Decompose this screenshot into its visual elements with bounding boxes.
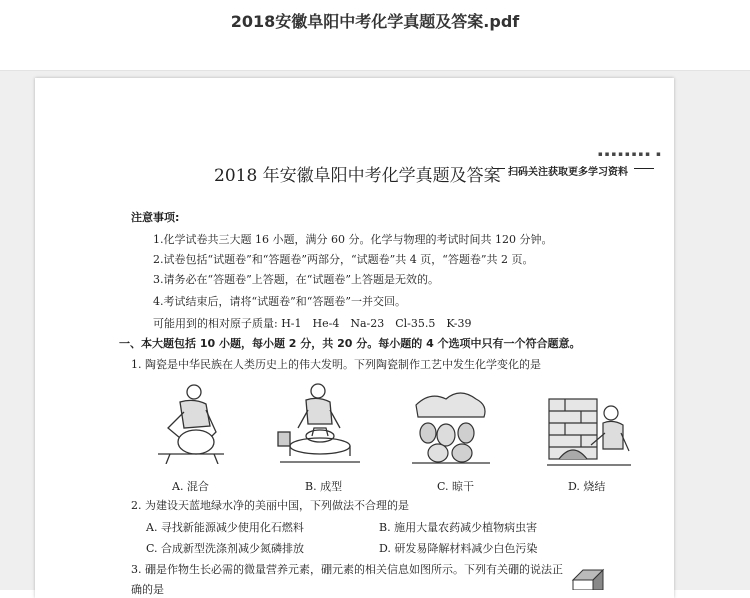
- section-heading: 一、本大题包括 10 小题，每小题 2 分，共 20 分。每小题的 4 个选项中只有一个符合题意。: [119, 337, 581, 350]
- question-3: 3. 硼是作物生长必需的微量营养元素，硼元素的相关信息如图所示。下列有关硼的说法正: [131, 563, 563, 576]
- pottery-forming-illustration: [276, 382, 362, 466]
- notice-item: 2.试卷包括“试题卷”和“答题卷”两部分，“试题卷”共 4 页，“答题卷”共 2 页。: [153, 253, 534, 266]
- q1-option-d: D. 烧结: [568, 480, 606, 493]
- q1-option-a: A. 混合: [172, 480, 209, 493]
- question-2: 2. 为建设天蓝地绿水净的美丽中国，下列做法不合理的是: [131, 499, 409, 512]
- watermark-text: 扫码关注获取更多学习资料: [508, 167, 628, 178]
- q2-option-d: D. 研发易降解材料减少白色污染: [379, 542, 538, 555]
- notice-item: 1.化学试卷共三大题 16 小题，满分 60 分。化学与物理的考试时间共 120 分钟。: [153, 233, 553, 246]
- q2-option-a: A. 寻找新能源减少使用化石燃料: [146, 521, 304, 534]
- q2-option-b: B. 施用大量农药减少植物病虫害: [379, 521, 538, 534]
- notice-item: 4.考试结束后，请将“试题卷”和“答题卷”一并交回。: [153, 295, 406, 308]
- q1-option-c: C. 晾干: [437, 480, 475, 493]
- watermark-rule-right: [634, 168, 654, 169]
- atomic-masses: 可能用到的相对原子质量: H-1 He-4 Na-23 Cl-35.5 K-39: [153, 317, 472, 330]
- viewer-header: [0, 0, 750, 71]
- q2-option-c: C. 合成新型洗涤剂减少氮磷排放: [146, 542, 305, 555]
- pottery-firing-illustration: [545, 389, 633, 471]
- page-title: 2018 年安徽阜阳中考化学真题及答案: [214, 166, 501, 186]
- notice-item: 3.请务必在“答题卷”上答题，在“试题卷”上答题是无效的。: [153, 273, 439, 286]
- file-title: 2018安徽阜阳中考化学真题及答案.pdf: [230, 12, 520, 31]
- pottery-drying-illustration: [410, 385, 492, 465]
- watermark-rule-left: [493, 168, 505, 169]
- corner-mark: ▪▪▪▪▪▪▪▪ ▪: [598, 150, 663, 158]
- notice-heading: 注意事项:: [131, 211, 180, 224]
- boron-element-card: [571, 568, 605, 590]
- question-1: 1. 陶瓷是中华民族在人类历史上的伟大发明。下列陶瓷制作工艺中发生化学变化的是: [131, 358, 541, 371]
- q1-option-b: B. 成型: [305, 480, 343, 493]
- question-3-cont: 确的是: [131, 583, 164, 596]
- pottery-mixing-illustration: [150, 382, 228, 464]
